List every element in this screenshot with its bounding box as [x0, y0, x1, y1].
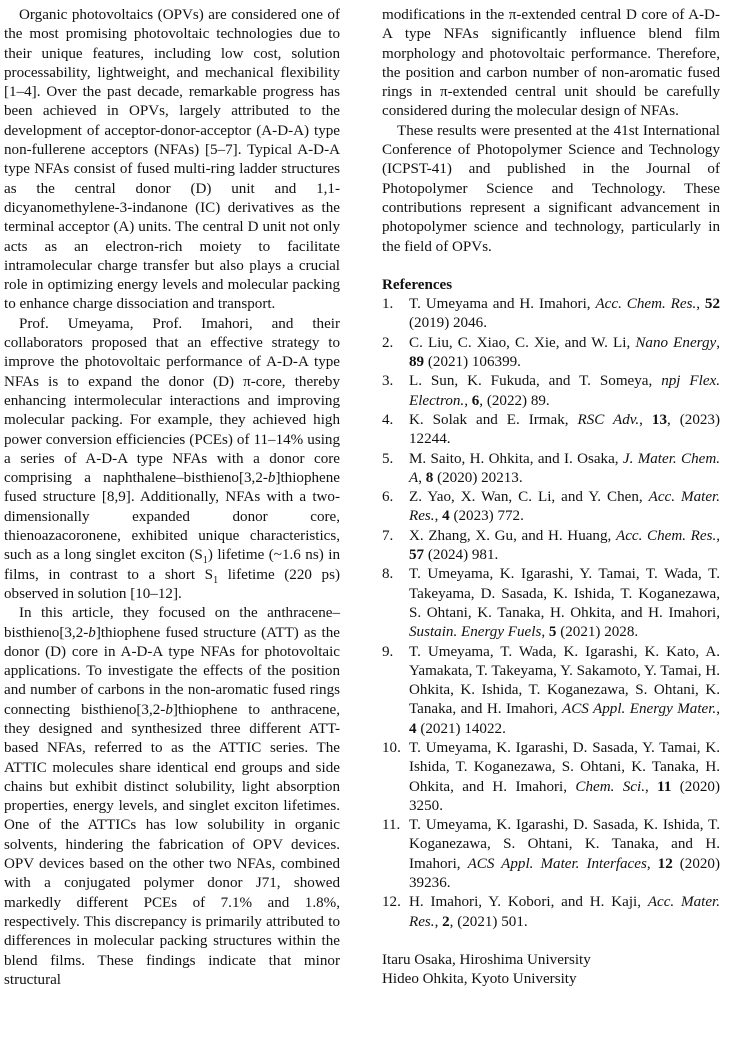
reference-separator: ,	[541, 624, 549, 641]
reference-year-pages: , (2021) 501.	[449, 913, 528, 930]
reference-journal: ACS Appl. Energy Mater.	[561, 701, 717, 718]
reference-item	[382, 643, 720, 739]
affiliations	[382, 951, 720, 990]
reference-number: 7.	[382, 527, 394, 544]
reference-volume: 52	[704, 296, 720, 313]
reference-journal: Acc. Chem. Res.	[595, 296, 697, 313]
reference-authors: C. Liu, C. Xiao, C. Xie, and W. Li,	[409, 334, 636, 351]
reference-volume: 89	[409, 354, 425, 371]
reference-volume: 11	[657, 778, 672, 795]
reference-number: 10.	[382, 739, 401, 756]
paragraph-text: ]thiophene fused structure [8,9]. Additionally, NFAs with a two-dimensionally expanded donor core, thienoazacoronene, exhibited unique characteristics, such as a long singlet exciton (S	[4, 470, 340, 564]
reference-volume: 13	[651, 411, 667, 428]
reference-volume: 4	[442, 508, 450, 525]
reference-journal: Acc. Mater. Res.	[409, 894, 720, 930]
reference-volume: 8	[425, 469, 434, 486]
right-column	[382, 6, 720, 990]
reference-item	[382, 372, 720, 411]
references-list	[382, 295, 720, 932]
paragraph-strategy	[4, 315, 340, 604]
reference-authors: T. Umeyama, K. Igarashi, D. Sasada, Y. Tamai, K. Ishida, T. Koganezawa, S. Ohtani, K. Tanaka, H. Ohkita, and H. Imahori,	[409, 739, 720, 795]
references-heading: References	[382, 276, 453, 293]
reference-authors: K. Solak and E. Irmak,	[409, 411, 578, 428]
reference-separator: ,	[639, 411, 652, 428]
reference-item	[382, 527, 720, 566]
reference-journal: Acc. Mater. Res.	[409, 489, 720, 525]
reference-year-pages: (2020) 3250.	[409, 778, 721, 814]
reference-year-pages: (2019) 2046.	[409, 315, 487, 332]
reference-separator: ,	[464, 392, 472, 409]
reference-separator: ,	[434, 508, 443, 525]
reference-journal: RSC Adv.	[577, 411, 640, 428]
reference-number: 8.	[382, 566, 394, 583]
reference-separator: ,	[434, 913, 443, 930]
reference-item	[382, 893, 720, 932]
reference-year-pages: (2023) 772.	[449, 508, 524, 525]
reference-authors: Z. Yao, X. Wan, C. Li, and Y. Chen,	[409, 489, 649, 506]
reference-year-pages: (2021) 106399.	[424, 354, 521, 371]
reference-volume: 6	[471, 392, 480, 409]
reference-volume: 57	[409, 547, 425, 564]
reference-item	[382, 295, 720, 334]
reference-journal: ACS Appl. Mater. Interfaces	[467, 855, 647, 872]
reference-volume: 4	[409, 720, 417, 737]
italic-text: b	[267, 470, 276, 487]
reference-number: 11.	[382, 817, 401, 834]
reference-separator: ,	[716, 527, 721, 544]
reference-year-pages: (2020) 20213.	[433, 469, 523, 486]
reference-item	[382, 565, 720, 642]
reference-journal: npj Flex. Electron.	[409, 373, 720, 409]
reference-item	[382, 816, 720, 893]
paragraph-text: lifetime (220 ps) observed in solution [10–12].	[4, 566, 340, 602]
reference-number: 5.	[382, 450, 394, 467]
paragraph-text: Prof. Umeyama, Prof. Imahori, and their collaborators proposed that an effective strategy to improve the photovoltaic performance of A-D-A type NFAs is to expand the donor (D) π-core, thereby enhancing intermolecular interactions and improving molecular packing. For example, they achieved high power conversion efficiencies (PCEs) of 11–14% using a series of A-D-A type NFAs with a donor core comprising a naphthalene–bisthieno[3,2-	[4, 315, 340, 487]
paragraph-text: Organic photovoltaics (OPVs) are considered one of the most promising photovoltaic technologies due to their unique features, including low cost, solution processability, lightweight, and mechanical flexibility [1–4]. Over the past decade, remarkable progress has been achieved in OPVs, largely attributed to the development of acceptor-donor-acceptor (A-D-A) type non-fullerene acceptors (NFAs) [5–7]. Typical A-D-A type NFAs consist of fused multi-ring ladder structures as the central donor (D) unit and 1,1-dicyanomethylene-3-indanone (IC) derivatives as the terminal acceptor (A) units. The central D unit not only acts as an electron-rich moiety to facilitate intramolecular charge transfer but also plays a crucial role in optimizing energy levels and molecular packing to enhance charge dissociation and transport.	[4, 7, 340, 313]
reference-year-pages: (2021) 14022.	[416, 720, 506, 737]
paragraph-article	[4, 604, 340, 990]
reference-separator: ,	[418, 469, 426, 486]
reference-item	[382, 488, 720, 527]
reference-number: 1.	[382, 296, 394, 313]
paragraph-article-continued: modifications in the π-extended central D core of A-D-A type NFAs significantly influence blend film morphology and photovoltaic performance. Therefore, the position and carbon number of non-aromatic fused rings in π-extended central unit should be carefully considered during the molecular design of NFAs.	[382, 7, 720, 120]
reference-authors: T. Umeyama, T. Wada, K. Igarashi, K. Kato, A. Yamakata, T. Takeyama, Y. Sakamoto, Y. Tamai, H. Ohkita, K. Ishida, T. Koganezawa, S. Ohtani, K. Tanaka, and H. Imahori,	[409, 643, 720, 718]
reference-separator: ,	[644, 778, 658, 795]
reference-year-pages: , (2022) 89.	[479, 392, 550, 409]
reference-volume: 2	[442, 913, 450, 930]
reference-journal: Chem. Sci.	[575, 778, 645, 795]
reference-separator: ,	[696, 296, 705, 313]
reference-item	[382, 450, 720, 489]
reference-number: 12.	[382, 894, 401, 911]
reference-number: 4.	[382, 411, 394, 428]
paragraph-intro	[4, 6, 340, 315]
italic-text: b	[165, 701, 173, 718]
paragraph-presentation: These results were presented at the 41st International Conference of Photopolymer Science and Technology (ICPST-41) and published in the Journal of Photopolymer Science and Technology. These contributions represent a significant advancement in photopolymer science and technology, particularly in the field of OPVs.	[382, 122, 720, 255]
reference-year-pages: (2020) 39236.	[409, 855, 720, 892]
reference-journal: Sustain. Energy Fuels	[409, 624, 542, 641]
reference-journal: Acc. Chem. Res.	[615, 527, 717, 544]
reference-volume: 5	[548, 624, 557, 641]
reference-number: 6.	[382, 489, 394, 506]
reference-separator: ,	[716, 334, 720, 351]
reference-year-pages: (2024) 981.	[424, 547, 499, 564]
reference-authors: T. Umeyama and H. Imahori,	[409, 296, 596, 313]
reference-journal: J. Mater. Chem. A	[409, 450, 720, 486]
reference-number: 3.	[382, 373, 394, 390]
paragraph-text: ) lifetime (~1.6 ns) in films, in contrast to a short S	[4, 547, 340, 583]
reference-year-pages: (2021) 2028.	[556, 624, 639, 641]
reference-separator: ,	[716, 701, 720, 718]
paragraph-text: ]thiophene to anthracene, they designed and synthesized three different ATT-based NFAs, referred to as the ATTIC series. The ATTIC molecules share identical end groups and side chains but exhibit distinct solubility, light absorption properties, energy levels, and singlet exciton lifetimes. One of the ATTICs has low solubility in organic solvents, hindering the fabrication of OPV devices. OPV devices based on the other two NFAs, combined with a conjugated polymer donor J71, showed markedly different PCEs of 7.1% and 1.8%, respectively. This discrepancy is primarily attributed to differences in molecular packing structures within the blend films. These findings indicate that minor structural	[4, 701, 340, 988]
reference-authors: M. Saito, H. Ohkita, and I. Osaka,	[409, 450, 623, 467]
reference-authors: X. Zhang, X. Gu, and H. Huang,	[409, 527, 616, 544]
reference-item	[382, 739, 720, 816]
reference-year-pages: , (2023) 12244.	[409, 411, 720, 448]
subscript: 1	[213, 574, 219, 586]
reference-item	[382, 411, 720, 450]
reference-authors: T. Umeyama, K. Igarashi, Y. Tamai, T. Wada, T. Takeyama, D. Sasada, K. Ishida, T. Koganezawa, S. Ohtani, K. Tanaka, H. Ohkita, and H. Imahori,	[409, 566, 720, 621]
italic-text: b	[88, 624, 96, 641]
subscript: 1	[202, 555, 208, 567]
reference-volume: 12	[657, 855, 673, 872]
affiliation-line: Itaru Osaka, Hiroshima University	[382, 951, 591, 968]
reference-number: 2.	[382, 334, 394, 351]
reference-number: 9.	[382, 643, 394, 660]
reference-item	[382, 334, 720, 373]
reference-separator: ,	[646, 855, 658, 872]
paragraph-text: In this article, they focused on the anthracene–bisthieno[3,2-	[4, 605, 340, 641]
reference-authors: L. Sun, K. Fukuda, and T. Someya,	[409, 373, 662, 390]
left-column	[4, 6, 340, 990]
reference-journal: Nano Energy	[635, 334, 717, 351]
affiliation-line: Hideo Ohkita, Kyoto University	[382, 971, 577, 988]
paragraph-text: ]thiophene fused structure (ATT) as the donor (D) core in A-D-A type NFAs for photovoltaic applications. To investigate the effects of the position and number of carbons in the non-aromatic fused rings connecting bisthieno[3,2-	[4, 624, 340, 718]
reference-authors: H. Imahori, Y. Kobori, and H. Kaji,	[409, 894, 648, 911]
reference-authors: T. Umeyama, K. Igarashi, D. Sasada, K. Ishida, T. Koganezawa, S. Ohtani, K. Tanaka, and H. Imahori,	[409, 817, 720, 872]
